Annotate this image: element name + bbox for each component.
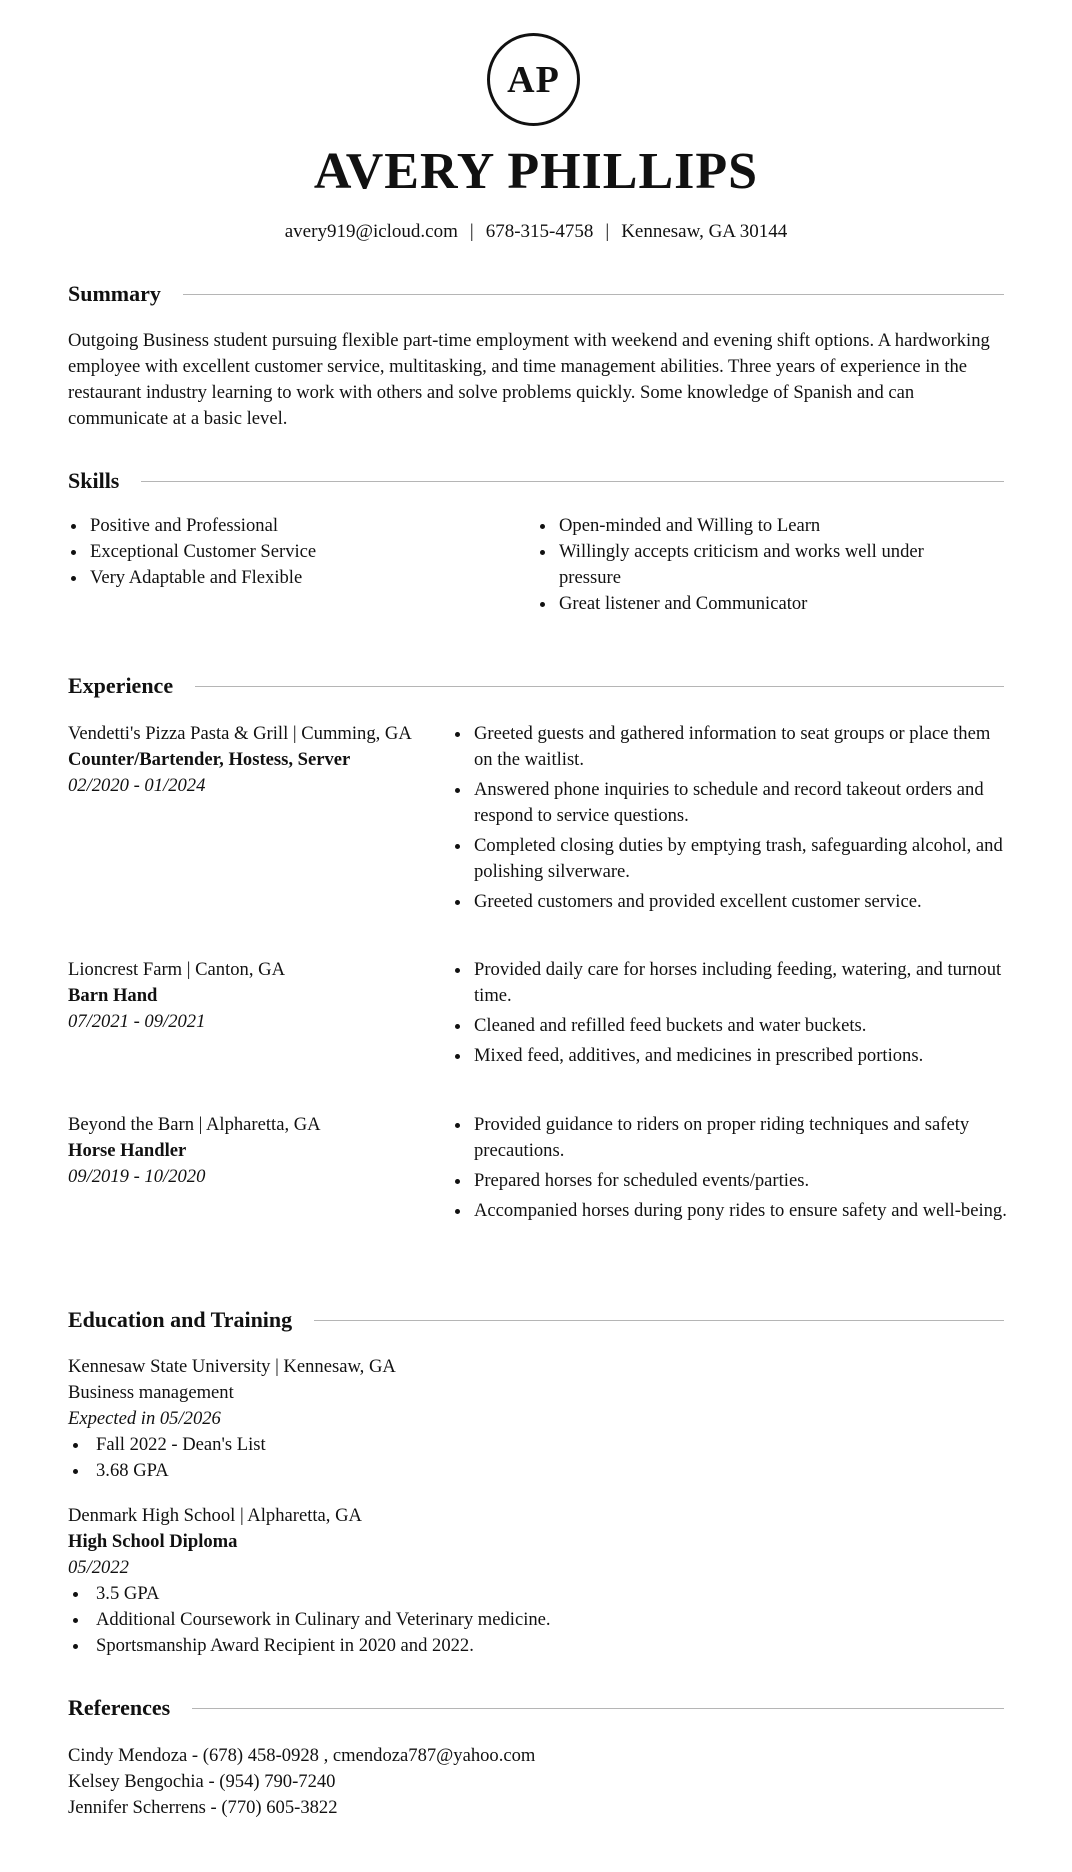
candidate-name: AVERY PHILLIPS: [313, 143, 759, 200]
section-title: Summary: [68, 281, 161, 306]
job-bullet: Completed closing duties by emptying trash, safeguarding alcohol, and polishing silverware.: [450, 833, 1010, 885]
skill-item: Very Adaptable and Flexible: [66, 565, 446, 591]
skill-item: Open-minded and Willing to Learn: [535, 513, 965, 539]
job-bullet: Provided guidance to riders on proper riding techniques and safety precautions.: [450, 1112, 1010, 1164]
skill-item: Great listener and Communicator: [535, 591, 965, 617]
job-role: Horse Handler: [68, 1140, 187, 1161]
job-bullet: Greeted guests and gathered information to seat groups or place them on the waitlist.: [450, 721, 1010, 773]
section-divider: [195, 686, 1004, 687]
job-header: [68, 957, 448, 1035]
section-divider: [183, 294, 1004, 295]
contact-separator: |: [469, 221, 474, 242]
school-bullet: 3.5 GPA: [68, 1581, 768, 1607]
job-dates: 09/2019 - 10/2020: [68, 1166, 206, 1187]
school-bullet: Sportsmanship Award Recipient in 2020 and 2022.: [68, 1633, 768, 1659]
job-role: Barn Hand: [68, 985, 158, 1006]
school-name: Kennesaw State University | Kennesaw, GA: [68, 1356, 396, 1377]
section-divider: [192, 1708, 1004, 1709]
contact-separator: |: [605, 221, 610, 242]
section-title: Education and Training: [68, 1307, 293, 1332]
job-role: Counter/Bartender, Hostess, Server: [68, 749, 351, 770]
skill-item: Exceptional Customer Service: [66, 539, 446, 565]
school-degree: High School Diploma: [68, 1531, 238, 1552]
section-divider: [141, 481, 1004, 482]
contact-phone: 678-315-4758: [485, 221, 594, 242]
school-bullets: [68, 1581, 768, 1659]
job-dates: 02/2020 - 01/2024: [68, 775, 206, 796]
job-dates: 07/2021 - 09/2021: [68, 1011, 206, 1032]
skills-list-left: [66, 513, 446, 591]
skills-list-right: [535, 513, 965, 617]
job-company: Beyond the Barn | Alpharetta, GA: [68, 1114, 321, 1135]
summary-heading: [68, 280, 1004, 308]
section-title: Experience: [68, 673, 174, 698]
job-bullets: [450, 1112, 1010, 1228]
section-divider: [314, 1320, 1004, 1321]
contact-location: Kennesaw, GA 30144: [621, 221, 788, 242]
section-title: References: [68, 1695, 171, 1720]
monogram-text: AP: [507, 58, 560, 101]
education-heading: [68, 1306, 1004, 1334]
job-header: [68, 721, 448, 799]
summary-text: Outgoing Business student pursuing flexible part-time employment with weekend and evening shift options. A hardworking employee with excellent customer service, multitasking, and time management abilities. Three years of experience in the restaurant industry learning to work with others and solve problems quickly. Some knowledge of Spanish and can communicate at a basic level.: [68, 330, 990, 429]
job-bullets: [450, 957, 1010, 1073]
job-bullets: [450, 721, 1010, 919]
education-entry: [68, 1503, 768, 1659]
monogram-badge: [487, 33, 580, 126]
skill-item: Positive and Professional: [66, 513, 446, 539]
school-bullet: 3.68 GPA: [68, 1458, 768, 1484]
school-bullet: Additional Coursework in Culinary and Veterinary medicine.: [68, 1607, 768, 1633]
section-title: Skills: [68, 468, 120, 493]
job-company: Lioncrest Farm | Canton, GA: [68, 959, 285, 980]
school-date: Expected in 05/2026: [68, 1408, 221, 1429]
education-entry: [68, 1354, 768, 1484]
job-bullet: Answered phone inquiries to schedule and record takeout orders and respond to service questions.: [450, 777, 1010, 829]
school-bullets: [68, 1432, 768, 1484]
reference-item: Jennifer Scherrens - (770) 605-3822: [68, 1797, 338, 1818]
skill-item: Willingly accepts criticism and works well under pressure: [535, 539, 965, 591]
references-heading: [68, 1694, 1004, 1722]
skills-heading: [68, 467, 1004, 495]
experience-heading: [68, 672, 1004, 700]
job-company: Vendetti's Pizza Pasta & Grill | Cumming, GA: [68, 723, 412, 744]
school-bullet: Fall 2022 - Dean's List: [68, 1432, 768, 1458]
job-bullet: Greeted customers and provided excellent customer service.: [450, 889, 1010, 915]
job-bullet: Accompanied horses during pony rides to ensure safety and well-being.: [450, 1198, 1010, 1224]
reference-item: Kelsey Bengochia - (954) 790-7240: [68, 1771, 336, 1792]
job-bullet: Prepared horses for scheduled events/parties.: [450, 1168, 1010, 1194]
references-list: [68, 1743, 768, 1821]
job-header: [68, 1112, 448, 1190]
school-degree: Business management: [68, 1382, 234, 1403]
job-bullet: Provided daily care for horses including feeding, watering, and turnout time.: [450, 957, 1010, 1009]
reference-item: Cindy Mendoza - (678) 458-0928 , cmendoza787@yahoo.com: [68, 1745, 536, 1766]
job-bullet: Cleaned and refilled feed buckets and water buckets.: [450, 1013, 1010, 1039]
contact-line: [0, 220, 1072, 244]
job-bullet: Mixed feed, additives, and medicines in prescribed portions.: [450, 1043, 1010, 1069]
school-date: 05/2022: [68, 1557, 129, 1578]
school-name: Denmark High School | Alpharetta, GA: [68, 1505, 362, 1526]
contact-email: avery919@icloud.com: [284, 221, 458, 242]
